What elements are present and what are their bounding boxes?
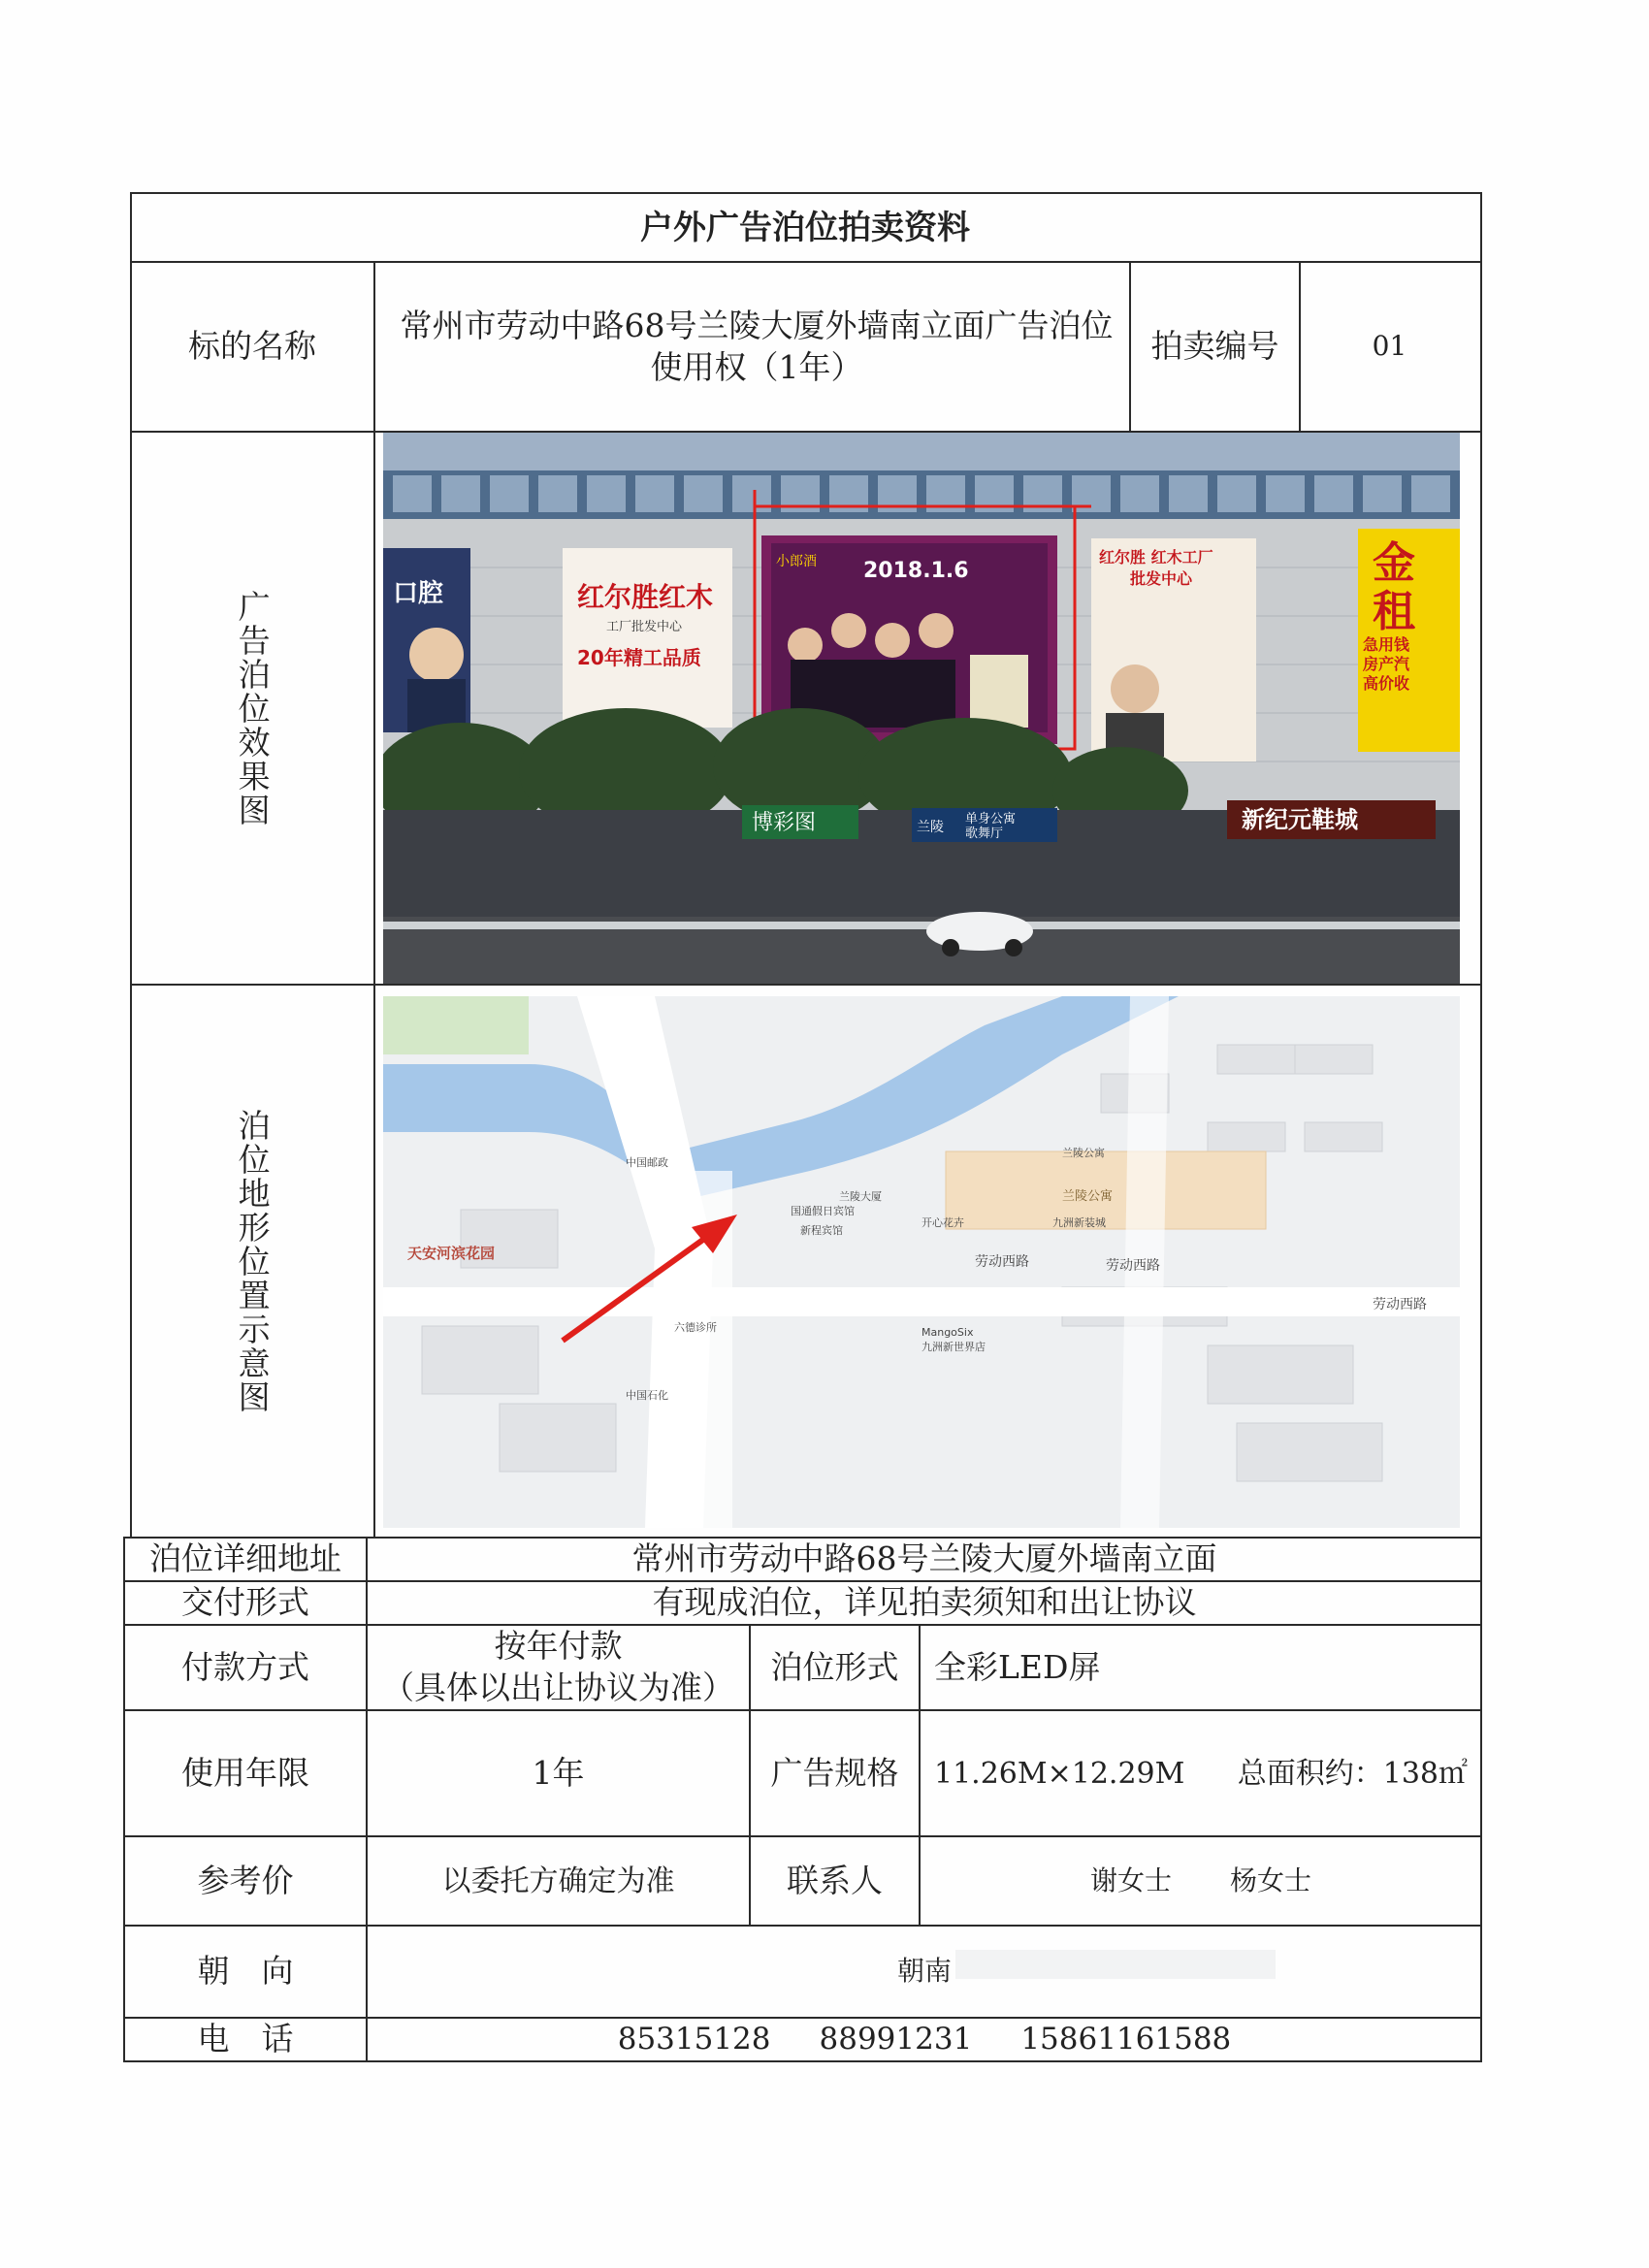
contact-label-text: 联系人	[787, 1861, 883, 1899]
sign-factory-wholesale: 工厂批发中心	[606, 620, 683, 634]
contact-label	[750, 1836, 920, 1926]
phone-label-text: 电 话	[197, 2020, 294, 2058]
term-label	[124, 1710, 367, 1836]
billboard-photo	[383, 432, 1460, 985]
address-value-text: 常州市劳动中路68号兰陵大厦外墙南立面	[631, 1539, 1217, 1578]
phone-label	[124, 2018, 367, 2061]
lot-value	[1300, 262, 1479, 432]
price-label	[124, 1836, 367, 1926]
orientation-value	[367, 1926, 1482, 2018]
map-label-mangosix: MangoSix	[922, 1326, 974, 1339]
table-rule	[124, 1925, 1482, 1927]
map-label-tianan: 天安河滨花园	[407, 1245, 496, 1262]
sign-xiaolangjiu: 小郎酒	[776, 554, 817, 569]
subject-label-text: 标的名称	[188, 327, 316, 366]
table-rule	[124, 1835, 1482, 1837]
table-rule	[131, 261, 1481, 263]
table-border-right	[1480, 192, 1482, 2062]
table-rule	[124, 1709, 1482, 1711]
table-col-rule	[366, 1537, 368, 2062]
sign-hongersheng: 红尔胜红木	[577, 581, 714, 613]
map-label-hotel: 国通假日宾馆	[791, 1205, 855, 1217]
map-label-post: 中国邮政	[626, 1156, 668, 1169]
table-rule	[124, 1537, 1482, 1539]
table-rule	[124, 1580, 1482, 1582]
table-col-rule	[1129, 261, 1131, 432]
payment-value-line1: 按年付款	[494, 1627, 623, 1666]
table-rule	[131, 984, 1481, 986]
price-label-text: 参考价	[197, 1861, 294, 1899]
location-map-image	[383, 996, 1460, 1528]
subject-value-text: 常州市劳动中路68号兰陵大厦外墙南立面广告泊位使用权（1年）	[400, 306, 1114, 386]
map-label-sinopec: 中国石化	[626, 1389, 668, 1402]
map-label-jiuzhou-zhuang: 九洲新装城	[1052, 1216, 1106, 1229]
subject-label	[131, 262, 373, 432]
price-value	[367, 1836, 750, 1926]
svg-text:口腔: 口腔	[393, 579, 444, 608]
form-value-text: 全彩LED屏	[934, 1647, 1101, 1686]
map-label-xincheng: 新程宾馆	[800, 1224, 843, 1237]
map-label-lanling-apt: 兰陵公寓	[1062, 1189, 1114, 1204]
price-value-text: 以委托方确定为准	[441, 1863, 675, 1898]
sign-wholesale-center: 批发中心	[1130, 569, 1193, 588]
map-label-road1: 劳动西路	[975, 1254, 1029, 1270]
sign-lanling: 兰陵	[917, 820, 944, 835]
lot-value-text: 01	[1372, 330, 1407, 363]
phone-number-1: 85315128	[617, 2022, 771, 2057]
location-map	[383, 996, 1460, 1528]
map-label-road3: 劳动西路	[1373, 1297, 1427, 1312]
table-border-left	[130, 192, 132, 1539]
contact-value	[920, 1836, 1482, 1926]
contact-value-1: 谢女士	[1089, 1863, 1172, 1896]
sign-20years: 20年精工品质	[577, 646, 701, 669]
map-label-lanling-apt2: 兰陵公寓	[1062, 1147, 1105, 1159]
address-label-text: 泊位详细地址	[149, 1539, 341, 1578]
delivery-value-text: 有现成泊位，详见拍卖须知和出让协议	[652, 1583, 1197, 1622]
sign-bocaitu: 博彩图	[752, 811, 817, 835]
form-label	[750, 1625, 920, 1710]
map-label-liude: 六德诊所	[674, 1321, 717, 1334]
map-label-text: 泊位地形位置示意图	[233, 1108, 272, 1414]
address-value	[367, 1538, 1482, 1581]
sign-gewuting: 歌舞厅	[965, 826, 1004, 841]
term-label-text: 使用年限	[181, 1753, 309, 1792]
document-title	[131, 194, 1479, 262]
lot-label	[1130, 262, 1300, 432]
payment-value-line2: （具体以出让协议为准）	[382, 1669, 734, 1706]
table-col-rule	[749, 1624, 751, 1926]
sign-hongersheng-factory: 红尔胜 红木工厂	[1099, 548, 1213, 567]
term-value	[367, 1710, 750, 1836]
spec-label	[750, 1710, 920, 1836]
form-label-text: 泊位形式	[770, 1647, 899, 1686]
form-value	[920, 1625, 1482, 1710]
map-label-kaixin: 开心花卉	[922, 1216, 964, 1229]
map-label-road2: 劳动西路	[1106, 1258, 1160, 1274]
phone-number-3: 15861161588	[1020, 2022, 1232, 2057]
table-col-rule	[919, 1624, 921, 1926]
table-col-rule	[373, 261, 375, 1539]
table-col-rule	[1299, 261, 1301, 432]
delivery-label	[124, 1581, 367, 1625]
payment-label	[124, 1625, 367, 1710]
delivery-value	[367, 1581, 1482, 1625]
spec-label-text: 广告规格	[770, 1753, 899, 1792]
orientation-label	[124, 1926, 367, 2018]
subject-value	[383, 262, 1130, 432]
map-label-jiuzhou: 九洲新世界店	[922, 1341, 986, 1353]
address-label	[124, 1538, 367, 1581]
table-border-left	[123, 1537, 125, 2062]
orientation-value-text: 朝南	[896, 1955, 952, 1988]
table-border-bottom	[124, 2060, 1482, 2062]
effect-label-text: 广告泊位效果图	[233, 589, 272, 827]
delivery-label-text: 交付形式	[181, 1583, 309, 1622]
map-label	[131, 985, 373, 1538]
area-value-text: 总面积约：138㎡	[1237, 1756, 1468, 1791]
sign-zu: 租	[1373, 587, 1415, 636]
sign-xinjiyuan: 新纪元鞋城	[1242, 806, 1358, 833]
spec-value	[920, 1710, 1482, 1836]
sign-fangchan: 房产汽	[1363, 655, 1410, 673]
sign-gaojia: 高价收	[1363, 674, 1410, 693]
building-facade-image	[383, 432, 1460, 985]
payment-label-text: 付款方式	[181, 1647, 309, 1686]
map-label-lanling-tower: 兰陵大厦	[839, 1190, 882, 1203]
sign-jiyongqian: 急用钱	[1363, 635, 1410, 654]
spec-value-text: 11.26M×12.29M	[934, 1756, 1185, 1791]
title-text: 户外广告泊位拍卖资料	[640, 208, 970, 247]
sign-danshen: 单身公寓	[965, 812, 1017, 826]
table-rule	[124, 1624, 1482, 1626]
phone-value	[367, 2018, 1482, 2061]
payment-value	[367, 1625, 750, 1710]
contact-value-2: 杨女士	[1230, 1863, 1312, 1896]
lot-label-text: 拍卖编号	[1150, 327, 1279, 366]
table-rule	[131, 431, 1481, 433]
table-rule	[124, 2017, 1482, 2019]
orientation-label-text: 朝 向	[197, 1952, 294, 1991]
term-value-text: 1年	[532, 1753, 585, 1792]
phone-number-2: 88991231	[819, 2022, 973, 2057]
sign-jin: 金	[1373, 538, 1415, 588]
table-border-top	[131, 192, 1481, 194]
sign-date: 2018.1.6	[863, 559, 969, 583]
effect-label	[131, 432, 373, 985]
